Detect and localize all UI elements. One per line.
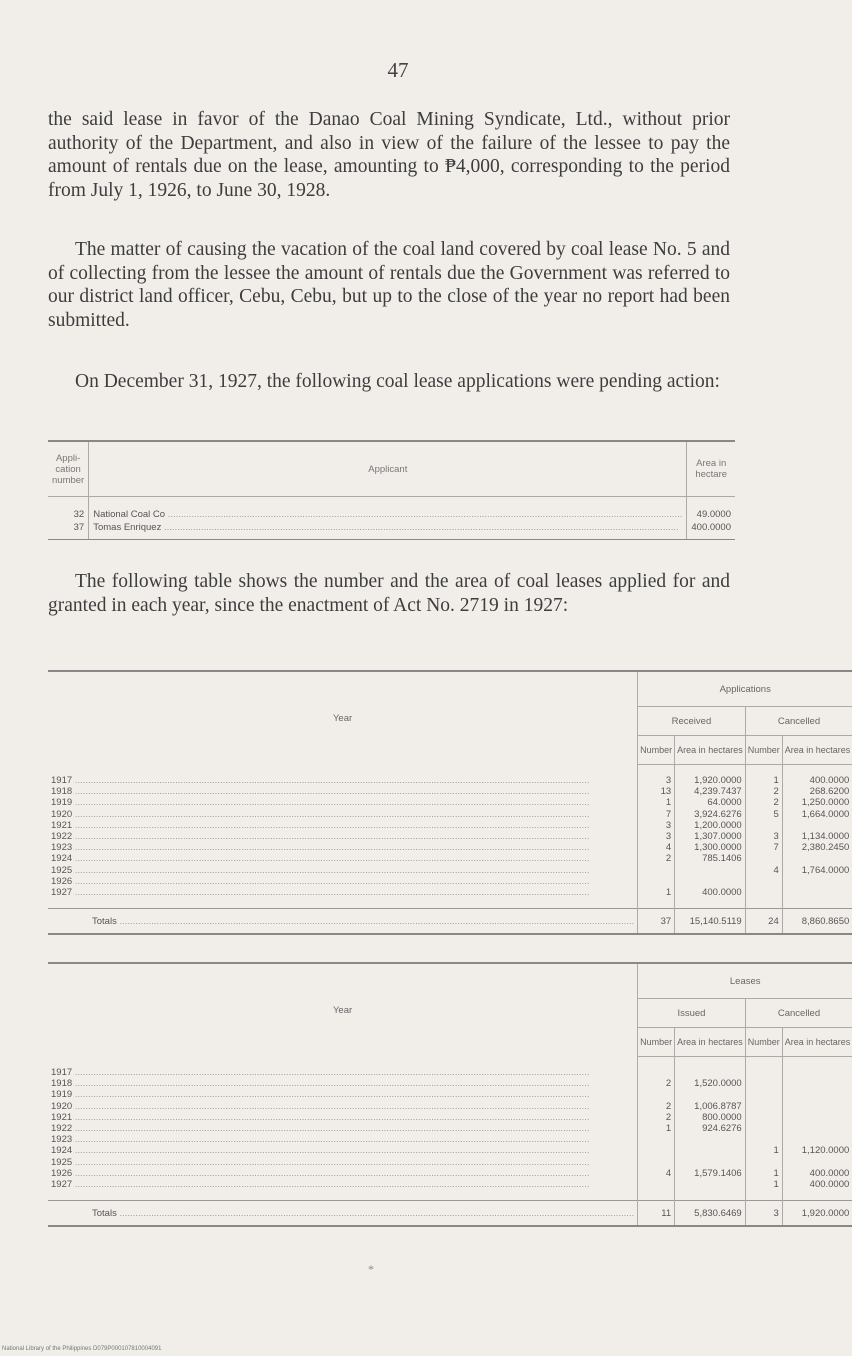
year-label: 1924 ..... bbox=[48, 853, 638, 864]
year-label: 1919 ..... bbox=[48, 1089, 638, 1100]
table-row bbox=[48, 865, 852, 876]
area-value: 400.0000 bbox=[809, 1179, 850, 1191]
area-value: 1,120.0000 bbox=[801, 1145, 850, 1157]
year-header: Year bbox=[48, 671, 638, 765]
number-value bbox=[745, 853, 782, 864]
paragraph-2: The matter of causing the vacation of the coal land covered by coal lease No. 5 and of collecting from the lessee the amount of rentals due the Government was referred to our district land officer, Cebu, Cebu, but up to the close of the year no report had been submitted. bbox=[48, 239, 730, 331]
col-number: Number bbox=[745, 736, 782, 765]
table-row bbox=[48, 497, 735, 522]
number-value bbox=[745, 1112, 782, 1123]
number-value: 2 bbox=[745, 797, 782, 808]
number-value: 7 bbox=[638, 809, 675, 820]
number-value bbox=[745, 1157, 782, 1168]
table-row bbox=[48, 521, 735, 540]
area-value: 1,307.0000 bbox=[675, 831, 746, 842]
paragraph-4: The following table shows the number and the area of coal leases applied for and granted in each year, since the enactment of Act No. 2719 in 1927: bbox=[48, 571, 730, 616]
area-value bbox=[782, 1123, 852, 1134]
year-label: 1921 ..... bbox=[48, 820, 638, 831]
area-value bbox=[675, 1179, 746, 1190]
col-number: Number bbox=[745, 1028, 782, 1057]
col-area: Area in hectares bbox=[782, 736, 852, 765]
issued-header: Issued bbox=[638, 999, 746, 1028]
table-row bbox=[48, 1112, 852, 1123]
table-row bbox=[48, 797, 852, 808]
area-value: 1,300.0000 bbox=[675, 842, 746, 853]
table-row bbox=[48, 809, 852, 820]
totals-label: Totals ..... bbox=[48, 1201, 638, 1227]
number-value bbox=[638, 1134, 675, 1145]
number-value: 3 bbox=[745, 831, 782, 842]
year-label: 1923 ..... bbox=[48, 842, 638, 853]
paragraph-1: the said lease in favor of the Danao Coal Mining Syndicate, Ltd., without prior authority of the Department, and also in view of the failure of the lessee to pay the amount of rentals due on the lease, amounting to ₱4,000, corresponding to the period from July 1, 1926, to June 30, 1928. bbox=[48, 109, 730, 201]
leases-group-header: Leases bbox=[638, 963, 852, 999]
table-row bbox=[48, 820, 852, 831]
footer-mark: * bbox=[368, 1262, 374, 1276]
applications-group-header: Applications bbox=[638, 671, 852, 707]
col-area: Area in hectares bbox=[782, 1028, 852, 1057]
number-value: 4 bbox=[638, 1168, 675, 1179]
col-area: Area in hectares bbox=[675, 736, 746, 765]
area-value: 1,664.0000 bbox=[801, 808, 850, 820]
col-area: Area in hectares bbox=[675, 1028, 746, 1057]
table-row bbox=[48, 1134, 852, 1145]
year-label: 1917 ..... bbox=[48, 1067, 638, 1078]
number-value: 3 bbox=[638, 775, 675, 786]
total-area: 1,920.0000 bbox=[782, 1201, 852, 1227]
area-value bbox=[782, 887, 852, 898]
number-value bbox=[745, 1123, 782, 1134]
number-value: 2 bbox=[638, 1101, 675, 1112]
number-value: 2 bbox=[638, 1078, 675, 1089]
number-value: 2 bbox=[638, 853, 675, 864]
page-number: 47 bbox=[387, 58, 409, 82]
area-value: 400.0000 bbox=[675, 887, 746, 898]
year-label: 1922 ..... bbox=[48, 1123, 638, 1134]
table-row bbox=[48, 876, 852, 887]
total-number: 3 bbox=[745, 1201, 782, 1227]
table-row bbox=[48, 1123, 852, 1134]
area-value: 1,134.0000 bbox=[801, 831, 850, 843]
number-value: 2 bbox=[638, 1112, 675, 1123]
table-row bbox=[48, 831, 852, 842]
number-value: 1 bbox=[745, 1179, 782, 1190]
year-label: 1921 ..... bbox=[48, 1112, 638, 1123]
number-value: 2 bbox=[745, 786, 782, 797]
area-value bbox=[675, 865, 746, 876]
area-value bbox=[782, 876, 852, 887]
area-value: 400.0000 bbox=[687, 521, 735, 540]
cancelled-header: Cancelled bbox=[745, 999, 852, 1028]
number-value bbox=[745, 1089, 782, 1100]
number-value bbox=[745, 1078, 782, 1089]
area-value bbox=[675, 1145, 746, 1156]
year-label: 1920 ..... bbox=[48, 809, 638, 820]
number-value: 4 bbox=[745, 865, 782, 876]
cancelled-header: Cancelled bbox=[745, 707, 852, 736]
number-value bbox=[638, 1089, 675, 1100]
area-value bbox=[782, 1112, 852, 1123]
number-value bbox=[745, 820, 782, 831]
number-value: 1 bbox=[638, 887, 675, 898]
number-value bbox=[745, 876, 782, 887]
number-value bbox=[638, 1179, 675, 1190]
year-label: 1922 ..... bbox=[48, 831, 638, 842]
area-value: 400.0000 bbox=[809, 775, 850, 786]
number-value: 1 bbox=[638, 1123, 675, 1134]
received-header: Received bbox=[638, 707, 746, 736]
total-area: 15,140.5119 bbox=[675, 909, 746, 935]
pending-applications-table bbox=[48, 440, 735, 540]
area-value bbox=[782, 1067, 852, 1078]
area-value bbox=[675, 1157, 746, 1168]
total-number: 24 bbox=[745, 909, 782, 935]
table-row bbox=[48, 853, 852, 864]
year-label: 1925 ..... bbox=[48, 1157, 638, 1168]
area-value: 785.1406 bbox=[675, 853, 746, 864]
number-value bbox=[638, 1067, 675, 1078]
area-value: 800.0000 bbox=[675, 1112, 746, 1123]
year-label: 1920 ..... bbox=[48, 1101, 638, 1112]
area-value: 924.6276 bbox=[675, 1123, 746, 1134]
number-value: 5 bbox=[745, 809, 782, 820]
header-application-number: Appli-cation number bbox=[48, 441, 89, 497]
table-row bbox=[48, 775, 852, 786]
table-row bbox=[48, 887, 852, 898]
table-row bbox=[48, 1168, 852, 1179]
year-label: 1923 ..... bbox=[48, 1134, 638, 1145]
year-label: 1925 ..... bbox=[48, 865, 638, 876]
table-row bbox=[48, 1078, 852, 1089]
year-label: 1924 ..... bbox=[48, 1145, 638, 1156]
year-label: 1927 ..... bbox=[48, 887, 638, 898]
year-label: 1926 ..... bbox=[48, 1168, 638, 1179]
applicant-name: National Coal Co ..... bbox=[89, 497, 687, 522]
totals-label: Totals ..... bbox=[48, 909, 638, 935]
header-applicant: Applicant bbox=[89, 441, 687, 497]
leases-table bbox=[48, 962, 852, 1227]
area-value bbox=[782, 1089, 852, 1100]
table-row bbox=[48, 842, 852, 853]
area-value: 1,764.0000 bbox=[801, 864, 850, 876]
table-row bbox=[48, 1089, 852, 1100]
table-row bbox=[48, 1145, 852, 1156]
year-label: 1918 ..... bbox=[48, 786, 638, 797]
number-value bbox=[745, 1101, 782, 1112]
year-label: 1919 ..... bbox=[48, 797, 638, 808]
application-number: 37 bbox=[48, 521, 89, 540]
table-row bbox=[48, 1101, 852, 1112]
area-value: 2,380.2450 bbox=[801, 842, 850, 854]
area-value: 268.6200 bbox=[809, 786, 850, 798]
area-value: 1,520.0000 bbox=[675, 1078, 746, 1089]
area-value: 1,920.0000 bbox=[675, 775, 746, 786]
number-value bbox=[745, 1134, 782, 1145]
table-row bbox=[48, 1067, 852, 1078]
applications-table bbox=[48, 670, 852, 935]
year-header: Year bbox=[48, 963, 638, 1057]
number-value: 1 bbox=[745, 1145, 782, 1156]
total-number: 11 bbox=[638, 1201, 675, 1227]
number-value: 13 bbox=[638, 786, 675, 797]
number-value: 7 bbox=[745, 842, 782, 853]
area-value bbox=[782, 1157, 852, 1168]
number-value bbox=[638, 1157, 675, 1168]
totals-row bbox=[48, 1201, 852, 1227]
area-value bbox=[782, 1101, 852, 1112]
number-value bbox=[638, 1145, 675, 1156]
number-value bbox=[745, 1067, 782, 1078]
applicant-name: Tomas Enriquez ..... bbox=[89, 521, 687, 540]
number-value: 3 bbox=[638, 820, 675, 831]
area-value: 1,579.1406 bbox=[675, 1168, 746, 1179]
area-value: 1,200.0000 bbox=[675, 820, 746, 831]
number-value: 3 bbox=[638, 831, 675, 842]
area-value: 49.0000 bbox=[696, 509, 731, 520]
area-value bbox=[782, 820, 852, 831]
col-number: Number bbox=[638, 1028, 675, 1057]
area-value: 4,239.7437 bbox=[675, 786, 746, 797]
area-value: 64.0000 bbox=[675, 797, 746, 808]
area-value: 1,006.8787 bbox=[675, 1101, 746, 1112]
year-label: 1918 ..... bbox=[48, 1078, 638, 1089]
header-area: Area in hectare bbox=[687, 441, 735, 497]
table-row bbox=[48, 786, 852, 797]
number-value: 1 bbox=[745, 775, 782, 786]
total-area: 8,860.8650 bbox=[782, 909, 852, 935]
area-value bbox=[782, 1134, 852, 1145]
number-value: 1 bbox=[638, 797, 675, 808]
application-number: 32 bbox=[48, 497, 89, 522]
area-value bbox=[675, 1089, 746, 1100]
totals-row bbox=[48, 909, 852, 935]
table-row bbox=[48, 1157, 852, 1168]
number-value: 4 bbox=[638, 842, 675, 853]
area-value: 1,250.0000 bbox=[801, 797, 850, 809]
area-value: 400.0000 bbox=[809, 1167, 850, 1179]
year-label: 1917 ..... bbox=[48, 775, 638, 786]
number-value: 1 bbox=[745, 1168, 782, 1179]
area-value bbox=[675, 1134, 746, 1145]
area-value bbox=[782, 853, 852, 864]
table-row bbox=[48, 1179, 852, 1190]
total-area: 5,830.6469 bbox=[675, 1201, 746, 1227]
total-number: 37 bbox=[638, 909, 675, 935]
year-label: 1926 ..... bbox=[48, 876, 638, 887]
col-number: Number bbox=[638, 736, 675, 765]
number-value bbox=[638, 876, 675, 887]
scan-credit: National Library of the Philippines D079P000107810004091 bbox=[2, 1346, 162, 1352]
area-value bbox=[675, 1067, 746, 1078]
area-value: 3,924.6276 bbox=[675, 809, 746, 820]
number-value bbox=[638, 865, 675, 876]
number-value bbox=[745, 887, 782, 898]
paragraph-3: On December 31, 1927, the following coal lease applications were pending action: bbox=[75, 371, 720, 392]
year-label: 1927 ..... bbox=[48, 1179, 638, 1190]
area-value bbox=[782, 1078, 852, 1089]
area-value bbox=[675, 876, 746, 887]
